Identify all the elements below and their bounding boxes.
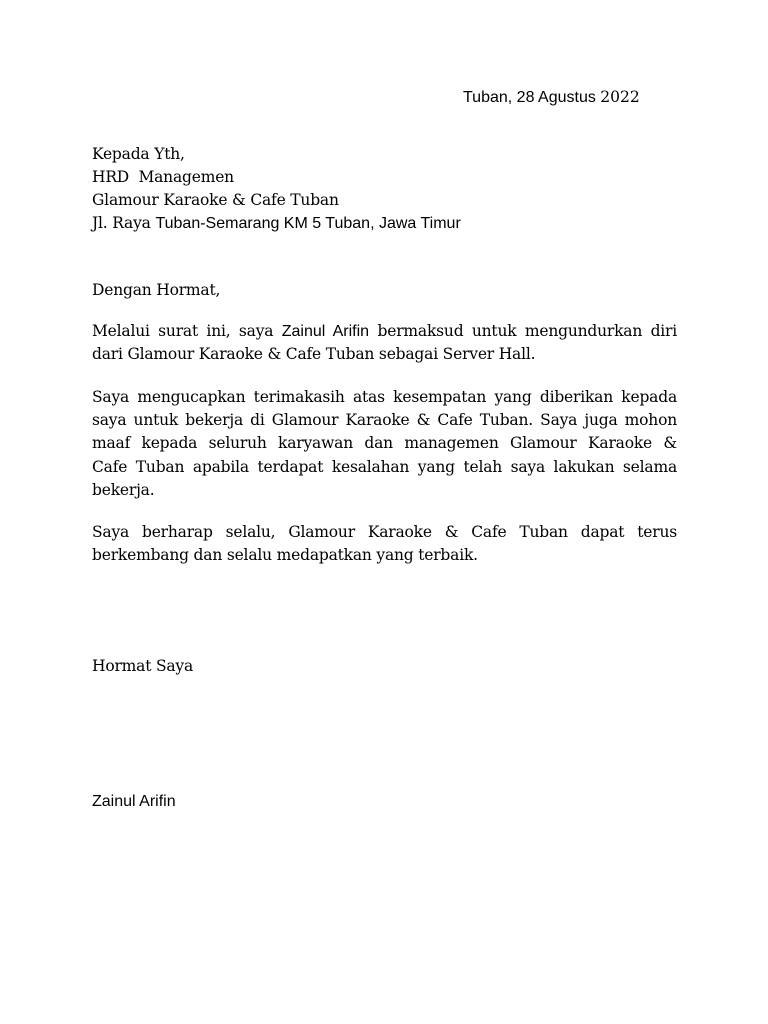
signature-name: Zainul Arifin (92, 793, 176, 810)
closing: Hormat Saya (92, 657, 194, 675)
recipient-greeting: Kepada Yth, (92, 145, 185, 163)
p1-name: Zainul Arifin (281, 323, 370, 340)
paragraph-gratitude (92, 386, 677, 502)
paragraph-line: saya untuk bekerja di Glamour Karaoke & Cafe Tuban. Saya juga mohon (92, 411, 677, 430)
date-year: 2022 (600, 88, 640, 106)
recipient-company: Glamour Karaoke & Cafe Tuban (92, 191, 339, 209)
date-text: Tuban, 28 Agustus (463, 89, 596, 106)
paragraph-resignation (92, 320, 677, 366)
recipient-department: HRD Managemen (92, 168, 234, 186)
letter-date (463, 86, 640, 109)
salutation: Dengan Hormat, (92, 281, 221, 299)
street-rest: Tuban-Semarang KM 5 Tuban, Jawa Timur (155, 215, 461, 232)
street-prefix: Jl. Raya (92, 214, 151, 232)
paragraph-line: bekerja. (92, 480, 155, 499)
paragraph-hope (92, 521, 677, 567)
paragraph-line: berkembang dan selalu medapatkan yang terbaik. (92, 546, 478, 565)
paragraph-line: Saya mengucapkan terimakasih atas kesempatan yang diberikan kepada (92, 388, 677, 406)
recipient-address (92, 143, 692, 235)
p1-after-name: bermaksud untuk mengundurkan diri (377, 322, 678, 340)
paragraph-line: dari Glamour Karaoke & Cafe Tuban sebagai Server Hall. (92, 345, 536, 364)
p1-before-name: Melalui surat ini, saya (92, 322, 274, 340)
paragraph-line (92, 320, 677, 343)
paragraph-line: maaf kepada seluruh karyawan dan managemen Glamour Karaoke & (92, 434, 677, 453)
paragraph-line: Saya berharap selalu, Glamour Karaoke & Cafe Tuban dapat terus (92, 523, 677, 541)
recipient-street (92, 212, 692, 235)
paragraph-line: Cafe Tuban apabila terdapat kesalahan yang telah saya lakukan selama (92, 457, 677, 476)
